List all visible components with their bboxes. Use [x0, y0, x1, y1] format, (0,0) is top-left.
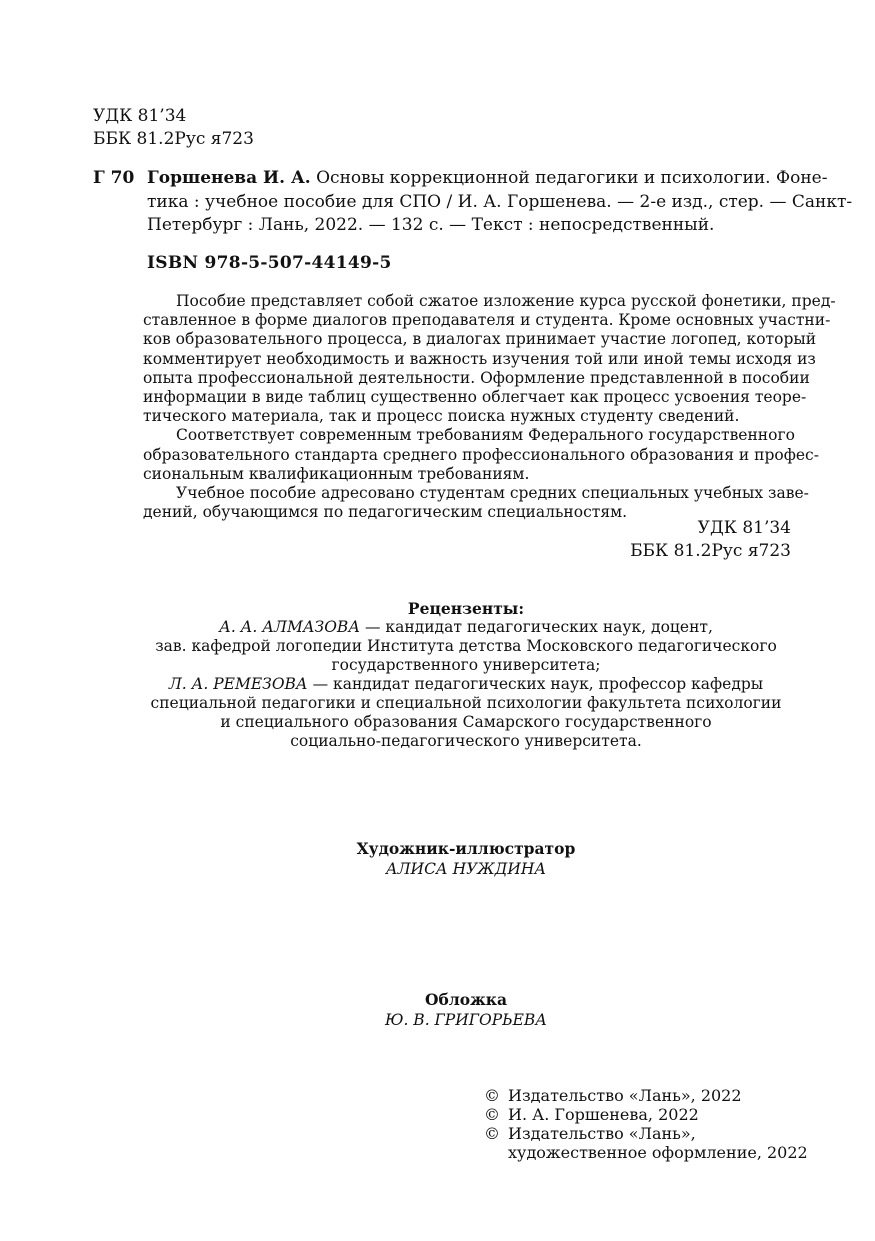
annotation-line: тического материала, так и процесс поиска нужных студенту сведений. — [143, 407, 740, 426]
copyright-line: © Издательство «Лань», 2022 — [484, 1086, 742, 1105]
annotation-line: ков образовательного процесса, в диалогах принимает участие логопед, который — [143, 330, 817, 349]
copyright-line: © Издательство «Лань», — [484, 1124, 696, 1143]
cover-title: Обложка — [425, 990, 507, 1009]
copyright-icon: © — [484, 1124, 500, 1143]
cover-designer-name: Ю. В. ГРИГОРЬЕВА — [384, 1011, 548, 1029]
illustrator-title: Художник-иллюстратор — [356, 839, 576, 858]
copyright-block — [484, 1086, 808, 1162]
classification-block-top — [93, 105, 254, 151]
udk-code: УДК 81’34 — [697, 518, 791, 538]
annotation-line: сиональным квалификационным требованиям. — [143, 464, 530, 483]
reviewer-1-name: А. А. АЛМАЗОВА — [219, 618, 361, 636]
annotation-line: дений, обучающимся по педагогическим специальностям. — [143, 503, 628, 522]
reviewer-2-line-1: Л. А. РЕМЕЗОВА — кандидат педагогических наук, профессор кафедры — [168, 675, 764, 693]
reviewers-block — [93, 599, 839, 751]
copyright-line-continuation: художественное оформление, 2022 — [508, 1143, 808, 1162]
author-mark: Г 70 — [93, 168, 135, 188]
citation-line-1 — [147, 167, 828, 191]
citation-author: Горшенева И. А. — [147, 168, 311, 188]
reviewer-1-line-3: государственного университета; — [331, 656, 601, 674]
annotation-line: Пособие представляет собой сжатое изложение курса русской фонетики, пред- — [176, 292, 836, 310]
annotation — [143, 292, 836, 522]
annotation-line: Учебное пособие адресовано студентам средних специальных учебных заве- — [176, 484, 809, 503]
citation-title: Основы коррекционной педагогики и психологии. Фоне- — [310, 168, 828, 188]
copyright-icon: © — [484, 1105, 500, 1124]
illustrator-block — [93, 839, 839, 879]
copyright-icon: © — [484, 1086, 500, 1105]
cover-block — [93, 990, 839, 1030]
annotation-line: образовательного стандарта среднего профессионального образования и профес- — [143, 445, 819, 464]
reviewer-1-line-1: А. А. АЛМАЗОВА — кандидат педагогических наук, доцент, — [219, 618, 713, 636]
annotation-line: опыта профессиональной деятельности. Оформление представленной в пособии — [143, 368, 810, 387]
reviewer-2-line-4: социально-педагогического университета. — [290, 732, 642, 750]
bibliographic-citation — [147, 167, 853, 238]
bbk-code: ББК 81.2Рус я723 — [630, 541, 791, 561]
annotation-line: информации в виде таблиц существенно облегчает как процесс усвоения теоре- — [143, 388, 807, 407]
bbk-code: ББК 81.2Рус я723 — [93, 129, 254, 149]
reviewers-title: Рецензенты: — [407, 599, 525, 618]
classification-block-right — [630, 517, 791, 563]
reviewer-1-line-2: зав. кафедрой логопедии Института детства Московского педагогического — [155, 637, 777, 655]
illustrator-name: АЛИСА НУЖДИНА — [385, 860, 547, 878]
annotation-line: ставленное в форме диалогов преподавателя и студента. Кроме основных участни- — [143, 311, 831, 330]
copyright-line: © И. А. Горшенева, 2022 — [484, 1105, 699, 1124]
reviewer-2-line-2: специальной педагогики и специальной психологии факультета психологии — [150, 694, 782, 712]
reviewer-2-line-3: и специального образования Самарского государственного — [220, 713, 712, 731]
citation-line-3: Петербург : Лань, 2022. — 132 с. — Текст : непосредственный. — [147, 215, 715, 235]
annotation-line: Соответствует современным требованиям Федерального государственного — [176, 426, 795, 445]
reviewer-2-name: Л. А. РЕМЕЗОВА — [168, 675, 308, 693]
isbn: ISBN 978-5-507-44149-5 — [147, 253, 392, 273]
annotation-line: комментирует необходимость и важность изучения той или иной темы исходя из — [143, 349, 816, 368]
citation-line-2: тика : учебное пособие для СПО / И. А. Горшенева. — 2-е изд., стер. — Санкт- — [147, 191, 853, 212]
udk-code: УДК 81’34 — [93, 106, 187, 126]
